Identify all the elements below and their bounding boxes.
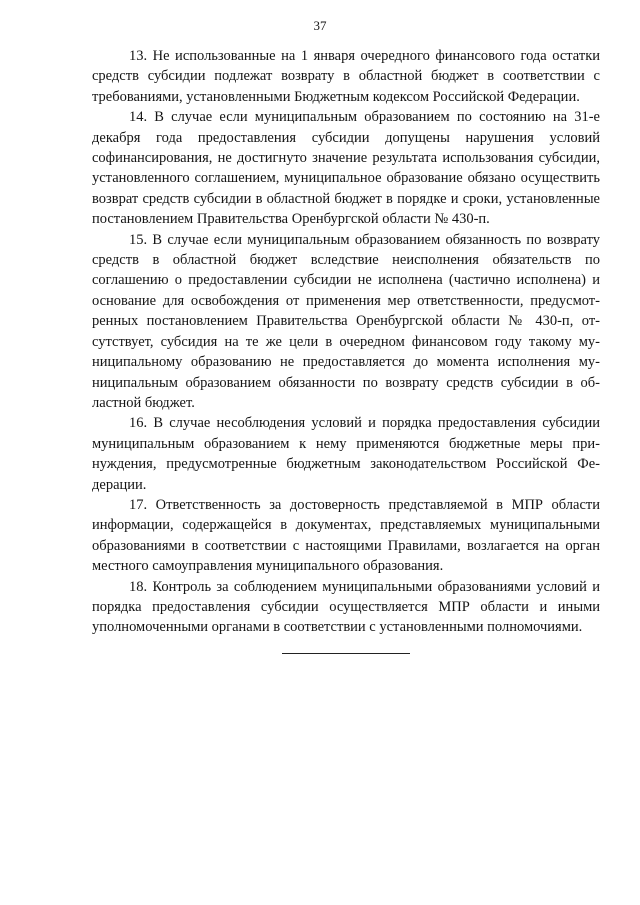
paragraph-17: 17. Ответственность за достоверность представляемой в МПР области информации, содержащейся в документах, представляемых муниципальными образованиями в соответствии с настоящими Правилами, возлагается на орган местного самоуправления муниципального образования. — [92, 496, 600, 575]
paragraph-18: 18. Контроль за соблюдением муниципальными образованиями условий и порядка предоставления субсидии осуществляется МПР области и иными уполномоченными органами в соответствии с установленными полномочиями. — [92, 578, 600, 636]
end-of-document-divider — [282, 653, 410, 654]
paragraph-15: 15. В случае если муниципальным образованием обязанность по возврату средств в областной бюджет вследствие неисполнения обязательств по соглашению о предоставлении субсидии не исполнена (частично исполнена) и основание для освобождения от применения мер ответственности, предусмотренных постановлением Правительства Оренбургской области № 430-п, отсутствует, субсидия на те же цели в очередном финансовом году такому муниципальному образованию не предоставляется до момента исполнения муниципальным образованием обязанности по возврату средств субсидии в областной бюджет. — [92, 231, 600, 411]
paragraph-16: 16. В случае несоблюдения условий и порядка предоставления субсидии муниципальным образованием к нему применяются бюджетные меры принуждения, предусмотренные бюджетным законодательством Российской Федерации. — [92, 415, 600, 493]
document-body — [92, 46, 600, 638]
paragraph-13: 13. Не использованные на 1 января очередного финансового года остатки средств субсидии подлежат возврату в областной бюджет в соответствии с требованиями, установленными Бюджетным кодексом Российской Федерации. — [92, 48, 600, 105]
page-number: 37 — [313, 18, 327, 33]
paragraph-14: 14. В случае если муниципальным образованием по состоянию на 31-е декабря года предоставления субсидии допущены нарушения условий софинансирования, не достигнуто значение результата использования субсидии, установленного соглашением, муниципальное образование обязано осуществить возврат средств субсидии в областной бюджет в порядке и сроки, установленные постановлением Правительства Оренбургской области № 430-п. — [92, 109, 600, 228]
